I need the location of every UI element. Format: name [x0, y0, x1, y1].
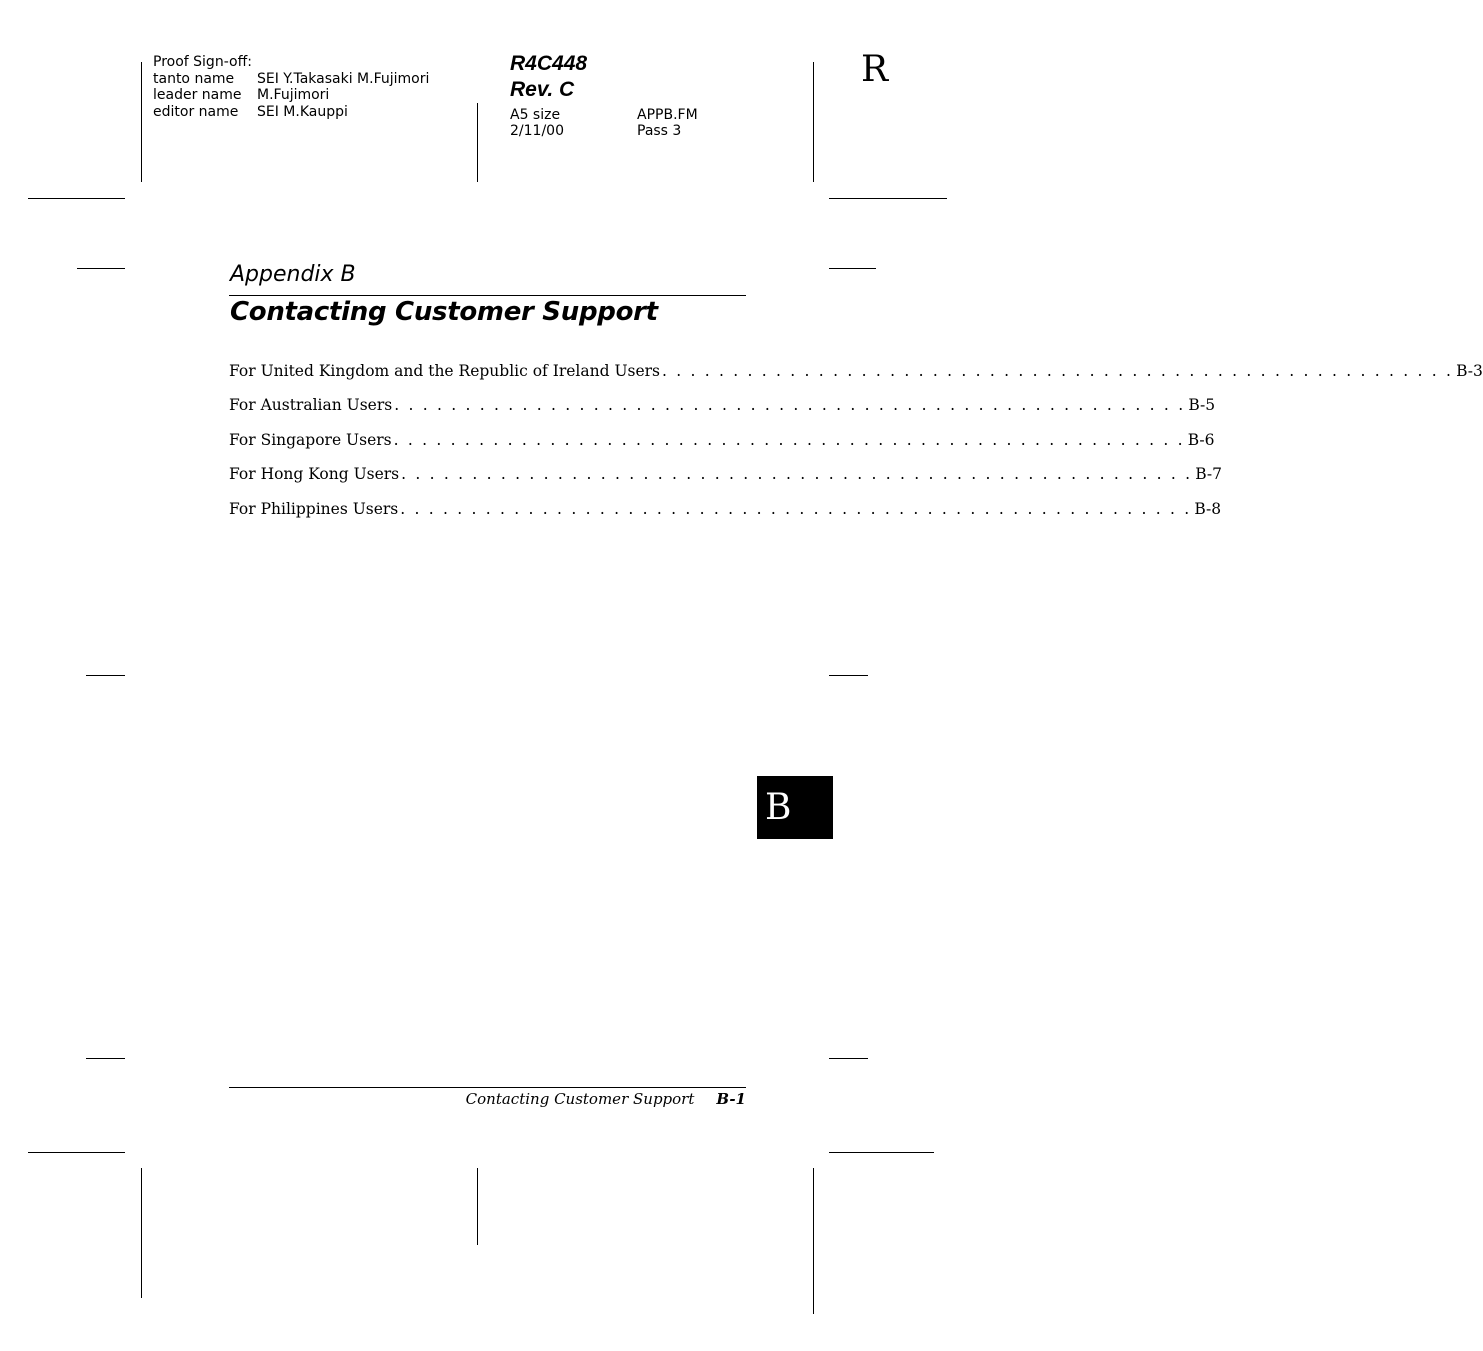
proof-heading: Proof Sign-off:	[153, 54, 252, 70]
doc-code: R4C448	[510, 52, 588, 75]
proof-label: tanto name	[153, 70, 235, 87]
toc-entry[interactable]	[229, 461, 1223, 483]
proof-label: editor name	[153, 103, 239, 120]
toc-entry[interactable]	[229, 392, 1216, 414]
toc-entry-page: B-6	[1185, 431, 1215, 449]
toc-leader: . . . . . . . . . . . . . . . . . . . . . . . . . . . . . . . . . . . . . . . . . . . . . . . . . . . . . . . .	[662, 362, 1454, 380]
footer	[466, 1090, 746, 1108]
toc-entry-title: For United Kingdom and the Republic of Ireland Users	[229, 362, 661, 380]
toc-entry-page: B-5	[1185, 396, 1215, 414]
crop-mark	[829, 1152, 934, 1153]
crop-mark	[141, 1168, 142, 1298]
toc-entry[interactable]	[229, 358, 1483, 380]
section-tab: B	[757, 776, 833, 839]
toc-entry-page: B-8	[1191, 500, 1221, 518]
toc-entry-page: B-3	[1453, 362, 1483, 380]
doc-revision: Rev. C	[510, 78, 575, 101]
proof-row	[153, 71, 429, 88]
crop-mark	[28, 1152, 125, 1153]
crop-mark	[829, 675, 868, 676]
toc-entry-title: For Singapore Users	[229, 431, 392, 449]
footer-rule	[229, 1087, 746, 1088]
crop-mark	[86, 1058, 125, 1059]
toc-entry[interactable]	[229, 427, 1215, 449]
doc-file: APPB.FM	[637, 107, 698, 123]
crop-mark	[829, 268, 876, 269]
toc-leader: . . . . . . . . . . . . . . . . . . . . . . . . . . . . . . . . . . . . . . . . . . . . . . . . . . . . . . . .	[393, 431, 1185, 449]
crop-mark	[829, 1058, 868, 1059]
proof-value: M.Fujimori	[257, 87, 330, 103]
toc-leader: . . . . . . . . . . . . . . . . . . . . . . . . . . . . . . . . . . . . . . . . . . . . . . . . . . . . . . . .	[401, 465, 1193, 483]
doc-date: 2/11/00	[510, 123, 564, 139]
toc-leader: . . . . . . . . . . . . . . . . . . . . . . . . . . . . . . . . . . . . . . . . . . . . . . . . . . . . . . . .	[400, 500, 1192, 518]
page-title: Contacting Customer Support	[230, 297, 658, 327]
footer-title: Contacting Customer Support	[465, 1090, 695, 1108]
proof-value: SEI M.Kauppi	[257, 103, 348, 120]
crop-mark	[813, 62, 814, 182]
toc-entry-title: For Australian Users	[229, 396, 393, 414]
toc-entry-page: B-7	[1192, 465, 1222, 483]
toc-leader: . . . . . . . . . . . . . . . . . . . . . . . . . . . . . . . . . . . . . . . . . . . . . . . . . . . . . . . .	[394, 396, 1186, 414]
proof-row	[153, 104, 429, 121]
doc-pass: Pass 3	[637, 123, 682, 139]
toc-entry[interactable]	[229, 496, 1222, 518]
appendix-label: Appendix B	[230, 262, 356, 287]
proof-row	[153, 87, 429, 104]
crop-mark	[813, 1168, 814, 1314]
crop-mark	[86, 675, 125, 676]
crop-mark	[829, 198, 947, 199]
corner-letter: R	[861, 49, 889, 90]
proof-label: leader name	[153, 87, 242, 103]
crop-mark	[77, 268, 125, 269]
crop-mark	[141, 62, 142, 182]
proof-signoff	[153, 54, 429, 120]
doc-size: A5 size	[510, 107, 561, 123]
crop-mark	[477, 1168, 478, 1245]
toc-entry-title: For Philippines Users	[229, 500, 399, 518]
crop-mark	[477, 103, 478, 182]
crop-mark	[28, 198, 125, 199]
page-number: B-1	[716, 1090, 746, 1108]
toc-entry-title: For Hong Kong Users	[229, 465, 400, 483]
proof-value: SEI Y.Takasaki M.Fujimori	[257, 70, 430, 87]
